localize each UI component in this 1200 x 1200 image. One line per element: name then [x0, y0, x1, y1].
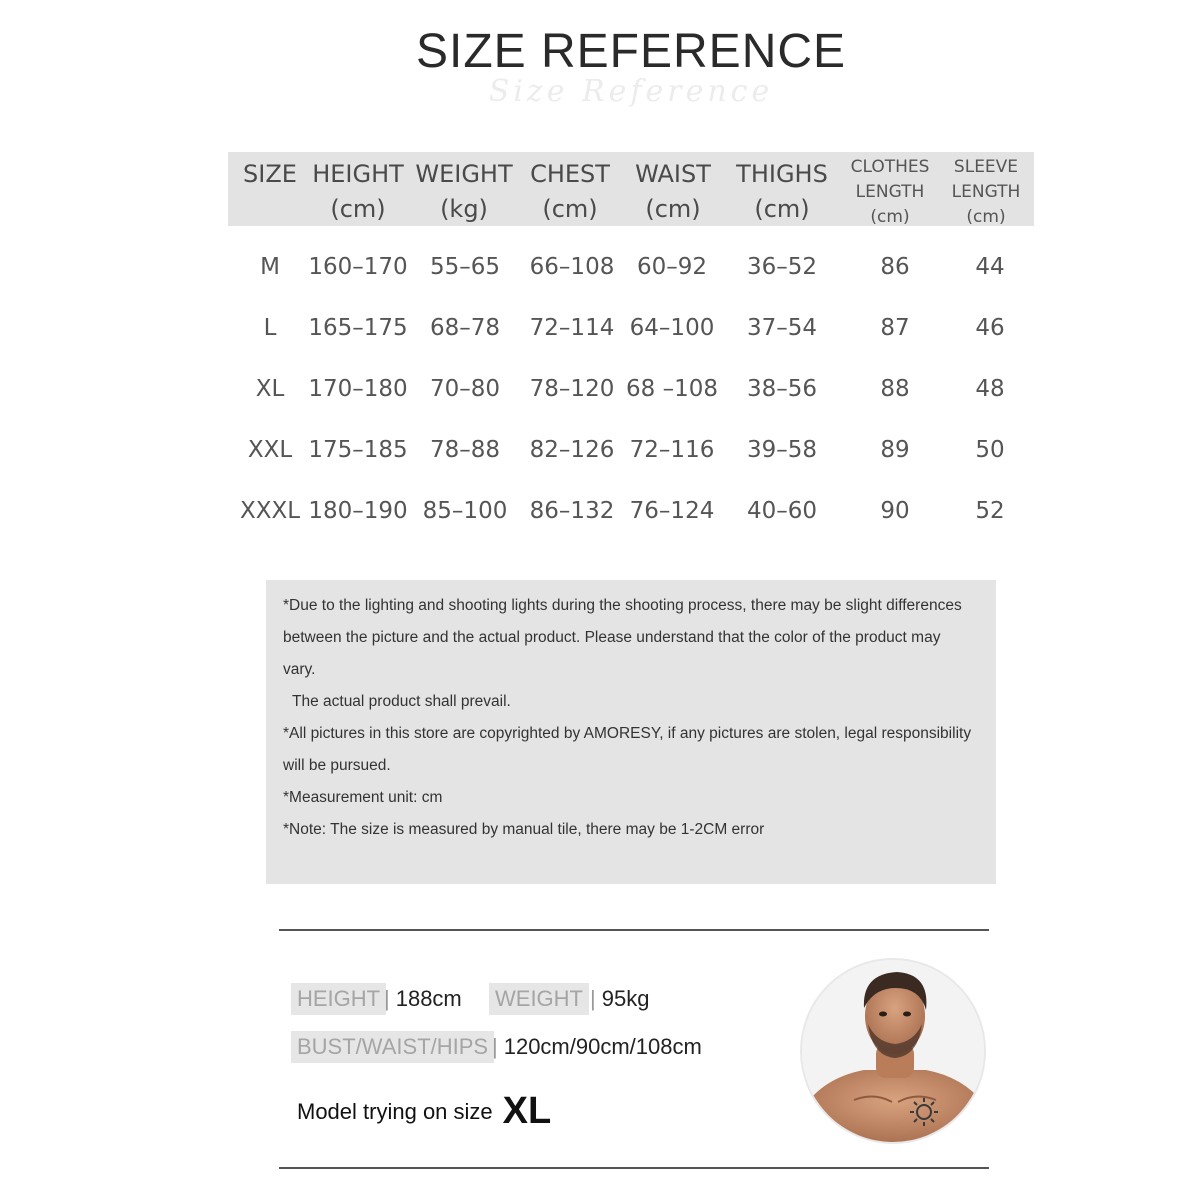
header-sleeve-length: SLEEVE LENGTH (cm)	[951, 157, 1021, 227]
table-cell: 87	[880, 315, 910, 341]
weight-value: | 95kg	[590, 986, 650, 1011]
note-line: *Measurement unit: cm	[283, 789, 443, 806]
table-cell: 70–80	[429, 376, 501, 402]
notes-box	[266, 580, 996, 884]
page-subtitle-watermark: Size Reference	[488, 74, 774, 109]
table-cell: 72–116	[629, 437, 715, 463]
table-cell: 78–120	[529, 376, 615, 402]
table-cell: 85–100	[422, 498, 508, 524]
table-cell: 68–78	[429, 315, 501, 341]
table-cell: 46	[975, 315, 1005, 341]
note-line: *Note: The size is measured by manual tile, there may be 1-2CM error	[283, 821, 765, 838]
table-cell: 48	[975, 376, 1005, 402]
table-cell: 76–124	[629, 498, 715, 524]
table-cell: 44	[975, 254, 1005, 280]
header-clothes-length: CLOTHES LENGTH (cm)	[850, 157, 930, 227]
table-cell: 52	[975, 498, 1005, 524]
table-cell: 180–190	[308, 498, 408, 524]
table-cell: 160–170	[308, 254, 408, 280]
table-cell: 78–88	[429, 437, 501, 463]
note-line: *All pictures in this store are copyrighted by AMORESY, if any pictures are stolen, legal responsibility	[283, 725, 972, 742]
table-cell: M	[260, 254, 280, 280]
table-cell: 88	[880, 376, 910, 402]
header-thighs: THIGHS (cm)	[736, 160, 828, 223]
header-chest: CHEST (cm)	[530, 160, 610, 223]
note-line: will be pursued.	[283, 757, 391, 774]
height-value: | 188cm	[384, 986, 462, 1011]
table-cell: 55–65	[429, 254, 501, 280]
note-line: vary.	[283, 661, 316, 678]
table-cell: 82–126	[529, 437, 615, 463]
divider-bottom	[279, 1167, 989, 1169]
table-cell: 37–54	[746, 315, 818, 341]
table-cell: 165–175	[308, 315, 408, 341]
header-waist: WAIST (cm)	[635, 160, 711, 223]
trying-size: XL	[502, 1090, 552, 1132]
note-line: *Due to the lighting and shooting lights during the shooting process, there may be slight differences	[283, 597, 962, 614]
table-cell: 40–60	[746, 498, 818, 524]
note-line: The actual product shall prevail.	[292, 693, 511, 710]
bwh-value: | 120cm/90cm/108cm	[492, 1034, 702, 1059]
table-cell: 66–108	[529, 254, 615, 280]
table-cell: 72–114	[529, 315, 615, 341]
trying-label: Model trying on size	[297, 1099, 493, 1124]
table-cell: XXL	[247, 437, 293, 463]
header-size: SIZE	[243, 160, 297, 188]
table-cell: 86–132	[529, 498, 615, 524]
header-weight: WEIGHT (kg)	[415, 160, 513, 223]
table-cell: 60–92	[636, 254, 708, 280]
header-height: HEIGHT (cm)	[312, 160, 404, 223]
table-cell: L	[263, 315, 277, 341]
table-cell: 89	[880, 437, 910, 463]
model-trying-line	[297, 1090, 551, 1133]
bwh-tag: BUST/WAIST/HIPS	[291, 1031, 494, 1063]
height-tag: HEIGHT	[291, 983, 386, 1015]
model-portrait-icon	[802, 960, 986, 1144]
divider-top	[279, 929, 989, 931]
model-avatar	[800, 958, 986, 1144]
table-cell: XXXL	[239, 498, 301, 524]
page-title: SIZE REFERENCE	[415, 25, 847, 78]
table-cell: XL	[255, 376, 285, 402]
table-cell: 175–185	[308, 437, 408, 463]
table-cell: 170–180	[308, 376, 408, 402]
table-cell: 64–100	[629, 315, 715, 341]
weight-tag: WEIGHT	[489, 983, 589, 1015]
table-cell: 90	[880, 498, 910, 524]
note-line: between the picture and the actual product. Please understand that the color of the product may	[283, 629, 941, 646]
table-cell: 50	[975, 437, 1005, 463]
table-cell: 36–52	[746, 254, 818, 280]
table-cell: 38–56	[746, 376, 818, 402]
table-cell: 68 –108	[626, 376, 718, 402]
table-cell: 39–58	[746, 437, 818, 463]
table-cell: 86	[880, 254, 910, 280]
